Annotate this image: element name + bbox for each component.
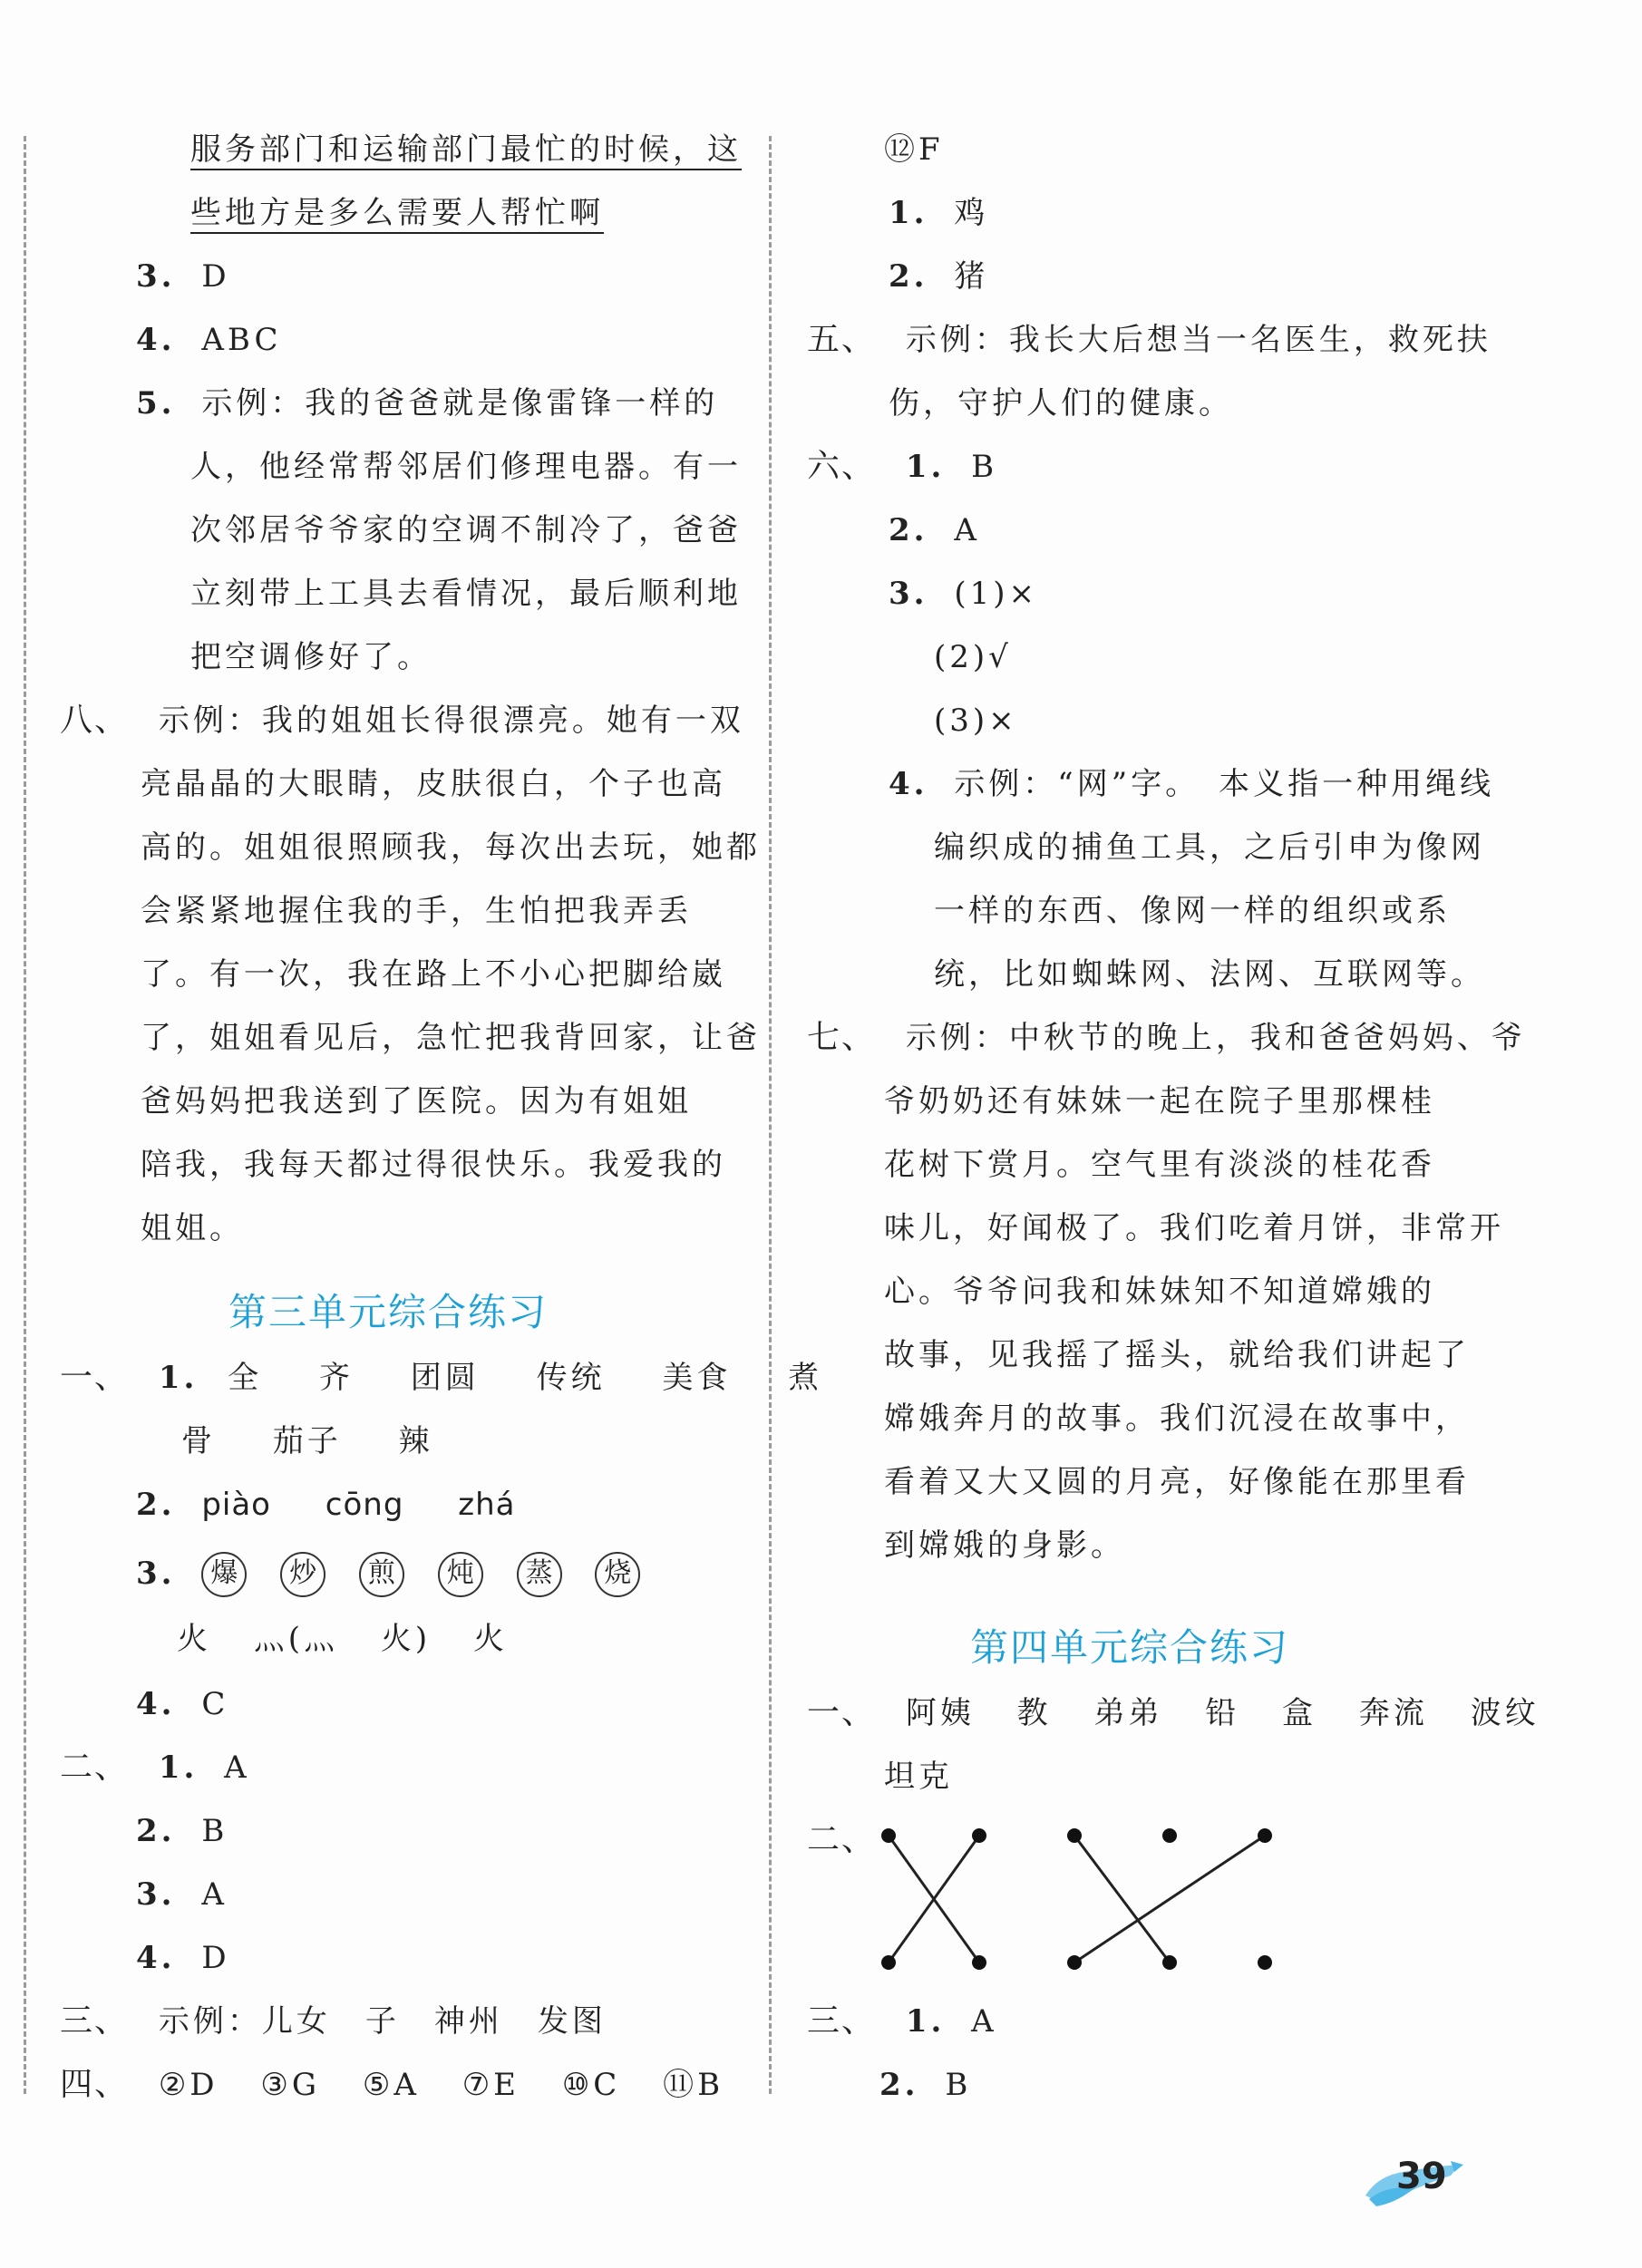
circled-character: 炖 — [438, 1552, 483, 1597]
section-6-item-4-line-2: 编织成的捕鱼工具，之后引申为像网 — [934, 829, 1485, 866]
unit4-section-3 — [807, 2003, 997, 2040]
match-dot — [1258, 1955, 1272, 1970]
radical: 火 — [177, 1621, 211, 1657]
answer-value: D — [201, 258, 230, 295]
section-number: 五、 — [807, 321, 877, 358]
section-text: 示例：我长大后想当一名医生，救死扶 — [905, 322, 1491, 358]
unit3-q3 — [136, 1552, 660, 1597]
answer-item: ⑪B — [663, 2067, 724, 2103]
unit3-q1-line-2 — [181, 1423, 433, 1459]
answer-value: C — [201, 1686, 229, 1722]
question-number: 4. — [136, 322, 176, 358]
unit4-section-1 — [807, 1695, 1540, 1731]
sub-answer-2 — [889, 258, 988, 295]
match-dot — [972, 1955, 986, 1970]
word: 齐 — [318, 1360, 354, 1396]
section-6-item-3-sub-3: (3)× — [934, 703, 1018, 739]
question-number: 3. — [889, 576, 928, 612]
answer-12: ⑫F — [884, 131, 944, 168]
unit3-q4 — [136, 1686, 228, 1722]
section-5-line-2: 伤，守护人们的健康。 — [889, 385, 1233, 422]
match-dot — [1258, 1828, 1272, 1843]
word: 铅 — [1205, 1695, 1240, 1731]
sub-answer-1 — [889, 195, 988, 231]
section-8-line-3: 高的。姐姐很照顾我，每次出去玩，她都 — [141, 829, 761, 866]
question-number: 2. — [879, 2067, 919, 2103]
word: 煮 — [788, 1360, 823, 1396]
question-number: 3. — [136, 1876, 176, 1913]
section-6 — [807, 449, 997, 485]
answer-value: A — [971, 2003, 997, 2040]
question-number: 4. — [136, 1686, 176, 1722]
continued-answer-line-1: 服务部门和运输部门最忙的时候，这 — [190, 131, 742, 168]
question-number: 4. — [136, 1940, 176, 1976]
section-text: 示例：我的姐姐长得很漂亮。她有一双 — [158, 703, 744, 739]
answer-5-line-3: 次邻居爷爷家的空调不制冷了，爸爸 — [190, 512, 742, 548]
section-number: 三、 — [807, 2002, 877, 2040]
pinyin: piào — [201, 1487, 271, 1523]
match-dot — [1162, 1955, 1177, 1970]
unit3-section-2-item-3 — [136, 1876, 228, 1913]
question-number: 2. — [136, 1487, 176, 1523]
answer-item: ②D — [158, 2067, 219, 2103]
answer-value: 猪 — [954, 258, 989, 295]
section-8-line-5: 了。有一次，我在路上不小心把脚给崴 — [141, 956, 726, 993]
section-number: 一、 — [60, 1359, 130, 1396]
section-7 — [807, 1020, 1526, 1056]
radical: 火 — [472, 1621, 508, 1657]
answer-value: A — [201, 1876, 228, 1913]
circled-character: 蒸 — [517, 1552, 562, 1597]
word: 波纹 — [1470, 1695, 1540, 1731]
section-8-line-8: 陪我，我每天都过得很快乐。我爱我的 — [141, 1147, 726, 1183]
unit3-q3-radicals — [177, 1621, 508, 1657]
pinyin: zhá — [458, 1487, 516, 1523]
unit4-section-2 — [807, 1822, 876, 1858]
section-8-line-7: 爸妈妈把我送到了医院。因为有姐姐 — [141, 1083, 692, 1119]
word: 传统 — [536, 1360, 606, 1396]
section-7-line-2: 爷奶奶还有妹妹一起在院子里那棵桂 — [884, 1083, 1435, 1119]
radical: 灬(灬 — [253, 1621, 339, 1657]
answer-value: B — [971, 449, 998, 485]
word: 阿姨 — [905, 1695, 975, 1731]
circled-character: 爆 — [201, 1552, 247, 1597]
unit-3-heading: 第三单元综合练习 — [228, 1290, 549, 1334]
word: 教 — [1016, 1695, 1052, 1731]
section-number: 二、 — [807, 1821, 877, 1858]
radical: 火) — [380, 1621, 432, 1657]
word: 奔流 — [1358, 1695, 1428, 1731]
question-number: 1. — [889, 195, 928, 231]
answer-value: 鸡 — [954, 195, 989, 231]
column-divider — [769, 136, 772, 2094]
section-7-line-3: 花树下赏月。空气里有淡淡的桂花香 — [884, 1147, 1435, 1183]
match-line — [1074, 1836, 1265, 1963]
question-number: 2. — [136, 1813, 176, 1849]
section-6-item-2 — [889, 512, 980, 548]
match-dot — [972, 1828, 986, 1843]
answer-item: ⑩C — [561, 2067, 621, 2103]
page-number-badge — [1360, 2148, 1469, 2212]
question-number: 1. — [905, 2003, 946, 2040]
match-dot — [1067, 1955, 1082, 1970]
word: 团圆 — [410, 1360, 480, 1396]
question-number: 1. — [158, 1360, 199, 1396]
word: 美食 — [662, 1360, 732, 1396]
section-7-line-5: 心。爷爷问我和妹妹知不知道嫦娥的 — [884, 1274, 1435, 1310]
section-number: 四、 — [60, 2066, 130, 2103]
answer-value: A — [224, 1749, 250, 1786]
section-text: 示例：儿女 子 神州 发图 — [158, 2003, 607, 2040]
unit3-section-2 — [60, 1749, 250, 1786]
unit3-section-3 — [60, 2003, 607, 2040]
section-number: 八、 — [60, 702, 130, 739]
answer-5-line-4: 立刻带上工具去看情况，最后顺利地 — [190, 576, 742, 612]
section-number: 七、 — [807, 1019, 877, 1056]
circled-character: 烧 — [595, 1552, 640, 1597]
unit3-section-2-item-2 — [136, 1813, 228, 1849]
unit-4-heading: 第四单元综合练习 — [970, 1625, 1290, 1670]
answer-value: D — [201, 1940, 230, 1976]
unit4-section-1-line-2: 坦克 — [884, 1759, 953, 1795]
unit3-q2 — [136, 1487, 515, 1523]
section-6-item-3 — [889, 576, 1038, 612]
unit3-section-1 — [60, 1360, 822, 1396]
match-dot — [881, 1955, 896, 1970]
section-number: 六、 — [807, 448, 877, 485]
section-6-item-4-line-4: 统，比如蜘蛛网、法网、互联网等。 — [934, 956, 1485, 993]
word: 辣 — [398, 1423, 433, 1459]
section-text: 示例：中秋节的晚上，我和爸爸妈妈、爷 — [905, 1020, 1526, 1056]
question-number: 2. — [889, 258, 928, 295]
question-number: 3. — [136, 1556, 176, 1592]
section-7-line-6: 故事，见我摇了摇头，就给我们讲起了 — [884, 1337, 1470, 1373]
answer-4 — [136, 322, 282, 358]
section-8-line-2: 亮晶晶的大眼睛，皮肤很白，个子也高 — [141, 766, 726, 802]
match-line — [1074, 1836, 1170, 1963]
left-margin-divider — [24, 136, 26, 2094]
section-5 — [807, 322, 1491, 358]
answer-text: 示例：我的爸爸就是像雷锋一样的 — [201, 385, 719, 422]
section-8-line-4: 会紧紧地握住我的手，生怕把我弄丢 — [141, 893, 692, 929]
question-number: 4. — [889, 766, 928, 802]
section-6-item-4-line-3: 一样的东西、像网一样的组织或系 — [934, 893, 1451, 929]
answer-value: (1)× — [954, 576, 1038, 612]
section-number: 三、 — [60, 2002, 130, 2040]
answer-value: ABC — [201, 322, 282, 358]
section-7-line-4: 味儿，好闻极了。我们吃着月饼，非常开 — [884, 1210, 1504, 1246]
answer-item: ⑤A — [362, 2067, 420, 2103]
unit3-section-2-item-4 — [136, 1940, 230, 1976]
match-dot — [1162, 1828, 1177, 1843]
section-6-item-3-sub-2: (2)√ — [934, 639, 1012, 675]
question-number: 3. — [136, 258, 176, 295]
section-7-line-9: 到嫦娥的身影。 — [884, 1527, 1125, 1564]
circled-character: 煎 — [359, 1552, 404, 1597]
circled-character: 炒 — [280, 1552, 325, 1597]
word: 弟弟 — [1093, 1695, 1163, 1731]
answer-value: B — [201, 1813, 228, 1849]
section-8-line-9: 姐姐。 — [141, 1210, 244, 1246]
answer-5-line-5: 把空调修好了。 — [190, 639, 432, 675]
answer-item: ③G — [260, 2067, 321, 2103]
section-8 — [60, 703, 744, 739]
answer-item: ⑦E — [462, 2067, 520, 2103]
match-dot — [1067, 1828, 1082, 1843]
word: 茄子 — [272, 1423, 342, 1459]
answer-value: A — [954, 512, 980, 548]
answer-3 — [136, 258, 230, 295]
section-7-line-7: 嫦娥奔月的故事。我们沉浸在故事中， — [884, 1401, 1470, 1437]
word: 全 — [228, 1360, 263, 1396]
section-number: 二、 — [60, 1749, 130, 1786]
question-number: 2. — [889, 512, 928, 548]
answer-value: B — [945, 2067, 972, 2103]
page-number: 39 — [1396, 2156, 1447, 2197]
question-number: 1. — [158, 1749, 199, 1786]
word: 盒 — [1282, 1695, 1317, 1731]
answer-5-line-2: 人，他经常帮邻居们修理电器。有一 — [190, 449, 742, 485]
question-number: 5. — [136, 385, 176, 422]
answer-5 — [136, 385, 718, 422]
answer-text: 示例：“网”字。 本义指一种用绳线 — [954, 766, 1495, 802]
pinyin: cōng — [325, 1487, 404, 1523]
question-number: 1. — [905, 449, 946, 485]
continued-answer-line-2: 些地方是多么需要人帮忙啊 — [190, 195, 604, 231]
matching-diagram — [870, 1817, 1287, 1981]
match-dot — [881, 1828, 896, 1843]
section-7-line-8: 看着又大又圆的月亮，好像能在那里看 — [884, 1464, 1470, 1500]
section-number: 一、 — [807, 1694, 877, 1731]
word: 骨 — [181, 1423, 216, 1459]
unit3-section-4 — [60, 2067, 724, 2103]
section-8-line-6: 了，姐姐看见后，急忙把我背回家，让爸 — [141, 1020, 761, 1056]
section-6-item-4 — [889, 766, 1494, 802]
unit4-section-3-item-2 — [879, 2067, 971, 2103]
